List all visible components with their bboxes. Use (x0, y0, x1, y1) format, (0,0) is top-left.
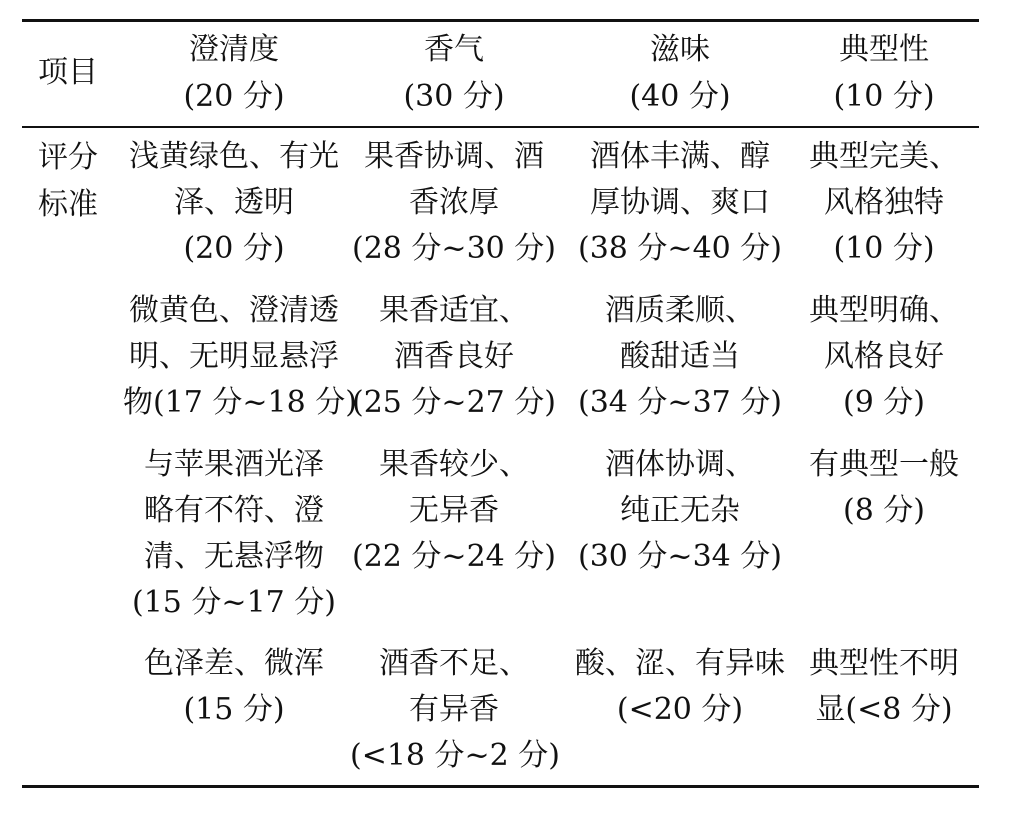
cell-aroma-level-4 (350, 641, 561, 779)
cell-taste-level-1 (573, 134, 787, 272)
cell-line: (20 分) (183, 231, 285, 266)
cell-line: 色泽差、微浑 (144, 646, 324, 681)
table-bottom-rule (22, 785, 979, 788)
cell-line: 显(<8 分) (815, 692, 953, 727)
cell-line: 典型明确、 (809, 293, 959, 328)
cell-line: (28 分~30 分) (352, 231, 556, 266)
cell-line: (25 分~27 分) (352, 385, 556, 420)
cell-line: 酒质柔顺、 (605, 293, 755, 328)
cell-line: 酒体协调、 (605, 447, 755, 482)
cell-line: (38 分~40 分) (578, 231, 782, 266)
header-aroma-points: (30 分) (403, 79, 505, 114)
cell-line: 泽、透明 (174, 185, 294, 220)
cell-line: 果香适宜、 (379, 293, 529, 328)
cell-line: (<18 分~2 分) (350, 738, 561, 773)
cell-aroma-level-1 (350, 134, 558, 272)
cell-line: 香浓厚 (409, 185, 499, 220)
cell-line: (15 分~17 分) (132, 585, 336, 620)
cell-line: 厚协调、爽口 (590, 185, 770, 220)
cell-typicity-level-4 (796, 641, 972, 733)
cell-line: 果香协调、酒 (364, 139, 544, 174)
cell-line: (22 分~24 分) (352, 539, 556, 574)
cell-typicity-level-2 (796, 288, 972, 426)
cell-line: (30 分~34 分) (578, 539, 782, 574)
cell-aroma-level-2 (350, 288, 558, 426)
cell-clarity-level-1 (123, 134, 345, 272)
cell-line: 酒香良好 (394, 339, 514, 374)
cell-line: 酒体丰满、醇 (590, 139, 770, 174)
cell-line: 酸甜适当 (620, 339, 740, 374)
cell-line: 典型性不明 (809, 646, 959, 681)
row-label (38, 134, 98, 228)
cell-line: 无异香 (409, 493, 499, 528)
cell-line: 风格独特 (824, 185, 944, 220)
cell-clarity-level-2 (123, 288, 357, 426)
cell-line: 酒香不足、 (379, 646, 529, 681)
row-label-line-1: 评分 (38, 140, 98, 175)
cell-clarity-level-3 (123, 442, 345, 626)
header-aroma-name: 香气 (424, 32, 484, 67)
cell-line: 风格良好 (824, 339, 944, 374)
cell-line: 有典型一般 (809, 447, 959, 482)
header-clarity (123, 26, 345, 120)
row-label-line-2: 标准 (38, 187, 98, 222)
cell-line: (<20 分) (616, 692, 744, 727)
cell-line: 明、无明显悬浮 (129, 339, 339, 374)
cell-line: 有异香 (409, 692, 499, 727)
cell-line: (34 分~37 分) (578, 385, 782, 420)
cell-line: 物(17 分~18 分) (123, 385, 357, 420)
cell-line: 清、无悬浮物 (144, 539, 324, 574)
cell-line: 纯正无杂 (620, 493, 740, 528)
header-taste-name: 滋味 (650, 32, 710, 67)
header-bottom-rule (22, 126, 979, 128)
cell-aroma-level-3 (350, 442, 558, 580)
header-aroma (350, 26, 558, 120)
cell-taste-level-4 (573, 641, 787, 733)
cell-line: 与苹果酒光泽 (144, 447, 324, 482)
header-clarity-points: (20 分) (183, 79, 285, 114)
table-top-rule (22, 19, 979, 22)
cell-line: 浅黄绿色、有光 (129, 139, 339, 174)
header-taste (573, 26, 787, 120)
cell-typicity-level-1 (796, 134, 972, 272)
cell-line: 微黄色、澄清透 (129, 293, 339, 328)
cell-line: (15 分) (183, 692, 285, 727)
header-clarity-name: 澄清度 (189, 32, 279, 67)
cell-clarity-level-4 (123, 641, 345, 733)
header-taste-points: (40 分) (629, 79, 731, 114)
cell-line: 酸、涩、有异味 (575, 646, 785, 681)
cell-taste-level-2 (573, 288, 787, 426)
cell-line: 略有不符、澄 (144, 493, 324, 528)
header-item: 项目 (38, 55, 98, 90)
header-typicity-points: (10 分) (833, 79, 935, 114)
header-typicity (796, 26, 972, 120)
cell-line: 果香较少、 (379, 447, 529, 482)
cell-line: 典型完美、 (809, 139, 959, 174)
cell-taste-level-3 (573, 442, 787, 580)
cell-line: (10 分) (833, 231, 935, 266)
cell-line: (9 分) (842, 385, 926, 420)
header-typicity-name: 典型性 (839, 32, 929, 67)
cell-line: (8 分) (842, 493, 926, 528)
cell-typicity-level-3 (796, 442, 972, 534)
